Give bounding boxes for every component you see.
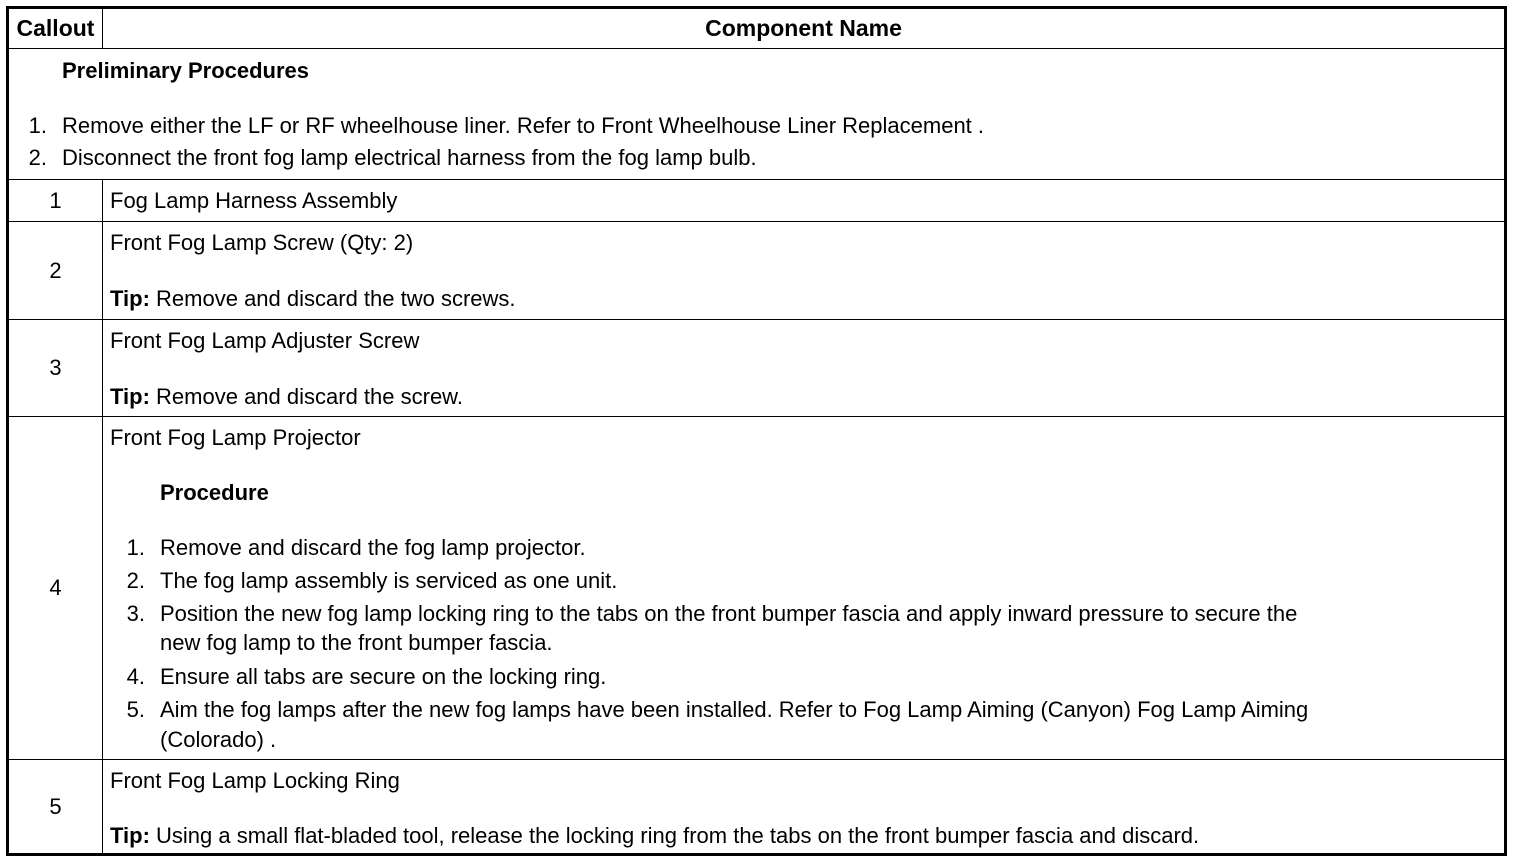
component-name: Fog Lamp Harness Assembly: [110, 188, 398, 213]
procedure-title: Procedure: [160, 480, 269, 505]
callout-number: 5: [9, 760, 103, 853]
component-table: [6, 6, 1507, 856]
prelim-step: Disconnect the front fog lamp electrical harness from the fog lamp bulb.: [62, 145, 757, 170]
component-name: Front Fog Lamp Adjuster Screw: [110, 328, 420, 353]
tip-label: Tip:: [110, 286, 150, 311]
component-name: Front Fog Lamp Projector: [110, 425, 361, 450]
step-number: 2.: [126, 568, 145, 593]
step-number: 4.: [126, 664, 145, 689]
callout-number: 4: [9, 417, 103, 759]
table-row: [9, 320, 1504, 417]
tip-label: Tip:: [110, 823, 150, 848]
procedure-step: The fog lamp assembly is serviced as one unit.: [160, 568, 618, 593]
table-row: [9, 180, 1504, 222]
procedure-step: Remove and discard the fog lamp projector.: [160, 535, 586, 560]
step-number: 1.: [126, 535, 145, 560]
table-row: [9, 417, 1504, 760]
tip-body: Using a small flat-bladed tool, release the locking ring from the tabs on the front bumper fascia and discard.: [149, 823, 1200, 848]
tip-text: [110, 821, 1199, 851]
callout-number: 3: [9, 320, 103, 416]
prelim-step: Remove either the LF or RF wheelhouse liner. Refer to Front Wheelhouse Liner Replacement .: [62, 113, 985, 138]
component-cell: [103, 222, 1504, 319]
component-cell: [103, 760, 1504, 853]
procedure-step: Position the new fog lamp locking ring to the tabs on the front bumper fascia and apply inward pressure to secure the: [160, 601, 1298, 626]
callout-number: 1: [9, 180, 103, 221]
component-name: Front Fog Lamp Locking Ring: [110, 768, 400, 793]
table-row: [9, 222, 1504, 320]
procedure-step-continued: (Colorado) .: [160, 727, 277, 752]
prelim-step-number: 2.: [28, 145, 47, 170]
header-row: [9, 9, 1504, 49]
preliminary-procedures: [9, 49, 1504, 180]
tip-body: Remove and discard the screw.: [149, 384, 463, 409]
component-cell: [103, 417, 1504, 759]
header-callout: Callout: [9, 9, 103, 48]
prelim-step-number: 1.: [28, 113, 47, 138]
step-number: 5.: [126, 697, 145, 722]
procedure-step-continued: new fog lamp to the front bumper fascia.: [160, 630, 553, 655]
tip-body: Remove and discard the two screws.: [149, 286, 516, 311]
tip-label: Tip:: [110, 384, 150, 409]
procedure-step: Ensure all tabs are secure on the locking ring.: [160, 664, 607, 689]
component-cell: [103, 320, 1504, 416]
component-name: Front Fog Lamp Screw (Qty: 2): [110, 230, 414, 255]
tip-text: [110, 284, 516, 314]
tip-text: [110, 382, 463, 412]
header-component-name: Component Name: [705, 15, 902, 41]
table-row: [9, 760, 1504, 853]
callout-number: 2: [9, 222, 103, 319]
procedure-step: Aim the fog lamps after the new fog lamps have been installed. Refer to Fog Lamp Aiming (Canyon) Fog Lamp Aiming: [160, 697, 1309, 722]
preliminary-title: Preliminary Procedures: [62, 58, 310, 83]
step-number: 3.: [126, 601, 145, 626]
component-cell: [103, 180, 1504, 221]
